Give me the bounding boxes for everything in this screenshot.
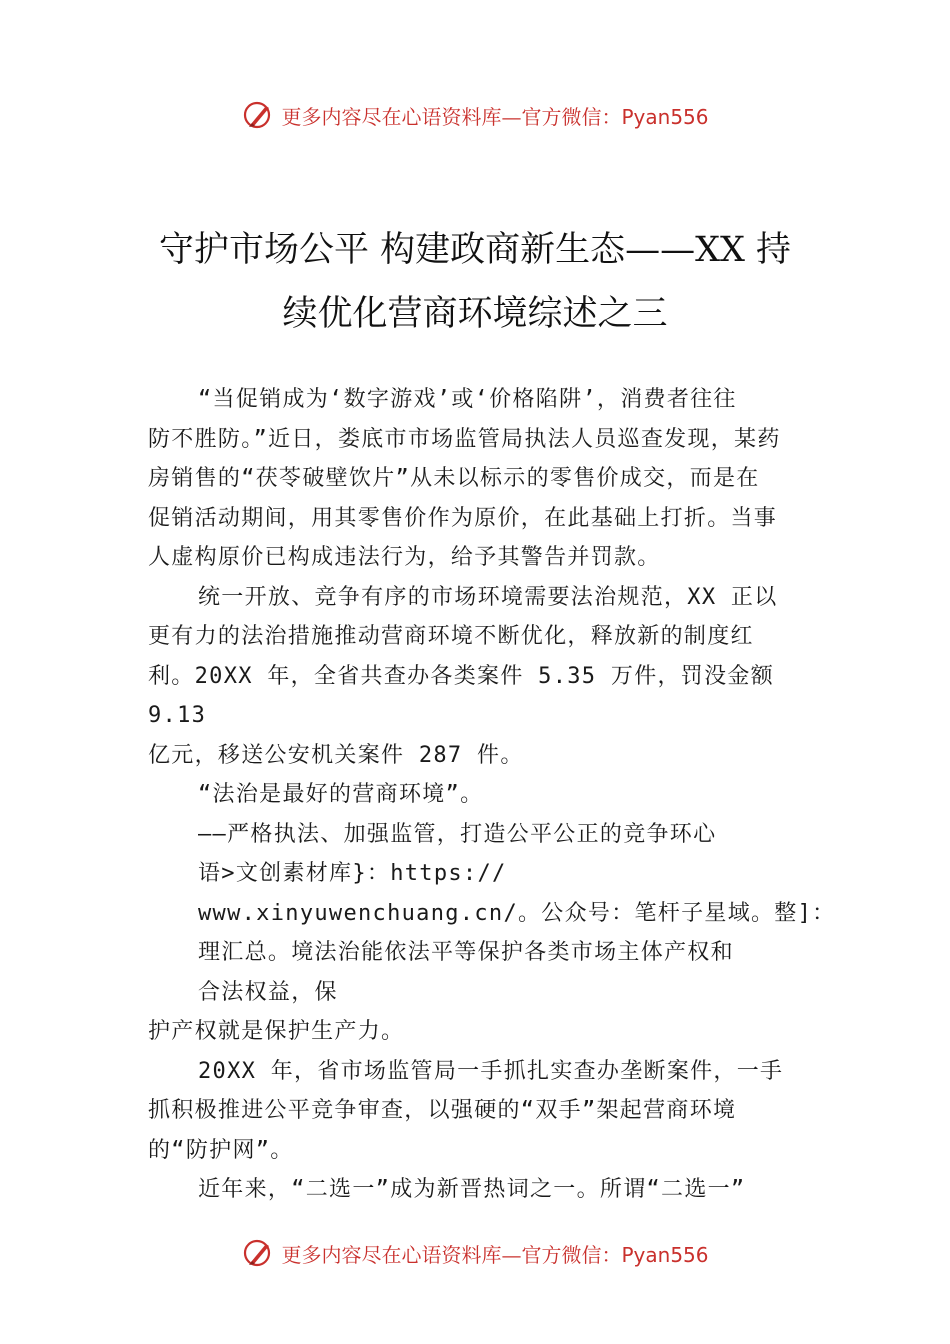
body-line: 抓积极推进公平竞争审查，以强硬的“双手”架起营商环境 bbox=[148, 1098, 737, 1123]
pen-logo-icon bbox=[241, 98, 275, 132]
body-line: 促销活动期间，用其零售价作为原价，在此基础上打折。当事 bbox=[148, 505, 778, 531]
body-line: 利。20XX 年，全省共查办各类案件 5.35 万件，罚没金额 bbox=[148, 663, 774, 689]
body-line: 更有力的法治措施推动营商环境不断优化，释放新的制度红 bbox=[148, 624, 754, 649]
pen-logo-icon bbox=[241, 1236, 275, 1270]
body-line: 的“防护网”。 bbox=[148, 1137, 294, 1163]
body-line: 人虚构原价已构成违法行为，给予其警告并罚款。 bbox=[148, 545, 661, 570]
body-line: 20XX 年，省市场监管局一手抓扎实查办垄断案件，一手 bbox=[198, 1058, 784, 1084]
body-line: 语>文创素材库}：https:// bbox=[198, 861, 507, 886]
wechat-handle: Pyan556 bbox=[621, 1242, 709, 1267]
body-line: 近年来，“二选一”成为新晋热词之一。所谓“二选一” bbox=[198, 1177, 746, 1202]
body-line: 护产权就是保护生产力。 bbox=[148, 1019, 405, 1044]
title-line-2: 续优化营商环境综述之三 bbox=[282, 294, 668, 334]
body-line: 房销售的“茯苓破壁饮片”从未以标示的零售价成交，而是在 bbox=[148, 466, 760, 491]
body-line: 理汇总。境法治能依法平等保护各类市场主体产权和 bbox=[198, 940, 734, 965]
body-line: ——严格执法、加强监管，打造公平公正的竞争环心 bbox=[198, 821, 717, 847]
banner-text: 更多内容尽在心语资料库—官方微信：Pyan556 bbox=[281, 1242, 709, 1267]
body-line: “法治是最好的营商环境”。 bbox=[198, 782, 484, 807]
header-banner bbox=[0, 95, 950, 135]
body-line: www.xinyuwenchuang.cn/。公众号：笔杆子星域。整]： bbox=[198, 900, 836, 926]
article-body bbox=[148, 380, 836, 1210]
footer-banner bbox=[0, 1233, 950, 1273]
body-line: 合法权益，保 bbox=[198, 979, 338, 1005]
body-line: 9.13 bbox=[148, 703, 207, 728]
title-line-1: 守护市场公平 构建政商新生态——XX 持 bbox=[158, 230, 792, 270]
body-line: 防不胜防。”近日，娄底市市场监管局执法人员巡查发现，某药 bbox=[148, 426, 781, 452]
wechat-handle: Pyan556 bbox=[621, 104, 709, 129]
body-line: 统一开放、竞争有序的市场环境需要法治规范，XX 正以 bbox=[198, 584, 778, 610]
body-line: 亿元，移送公安机关案件 287 件。 bbox=[148, 742, 524, 768]
banner-text: 更多内容尽在心语资料库—官方微信：Pyan556 bbox=[281, 104, 709, 129]
document-title bbox=[120, 218, 830, 346]
body-line: “当促销成为‘数字游戏’或‘价格陷阱’，消费者往往 bbox=[198, 387, 737, 412]
